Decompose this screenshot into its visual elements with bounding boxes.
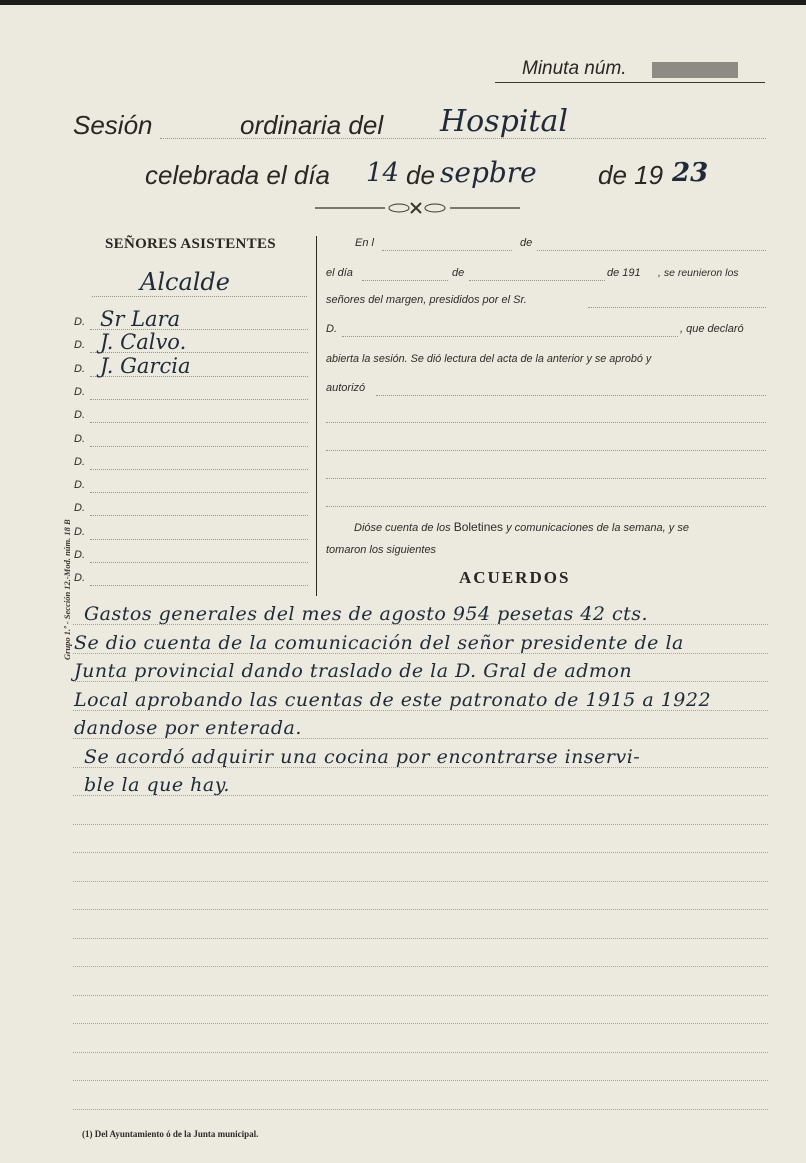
attendee-rule <box>90 539 308 540</box>
preamble-boletines: Boletines <box>453 520 504 534</box>
ruled-line <box>73 1080 768 1081</box>
attendee-first-rule <box>92 296 307 297</box>
preamble-diose-1: Dióse cuenta de los <box>354 522 451 534</box>
preamble-blank-rule-4 <box>326 506 766 507</box>
minuta-rule <box>495 82 765 83</box>
preamble-el-dia: el día <box>326 267 353 279</box>
attendee-name: Sr Lara <box>100 307 181 331</box>
attendee-alcalde: Alcalde <box>140 268 230 296</box>
ornament-divider <box>315 201 520 215</box>
attendee-prefix: D. <box>74 502 85 514</box>
preamble-en: En l <box>355 237 374 249</box>
attendee-prefix: D. <box>74 386 85 398</box>
preamble-de-a: de <box>520 237 533 249</box>
ruled-line <box>73 995 768 996</box>
attendee-prefix: D. <box>74 316 85 328</box>
preamble-declaro: , que declaró <box>680 323 744 335</box>
de-label-1: de <box>406 160 435 190</box>
preamble-blank-rule-1 <box>326 422 766 423</box>
preamble-autorizo: autorizó <box>326 382 366 394</box>
scan-top-edge <box>0 0 806 5</box>
preamble-senores: señores del margen, presididos por el Sr. <box>326 294 527 306</box>
column-divider <box>316 236 317 596</box>
preamble-d: D. <box>326 323 337 335</box>
attendees-heading: SEÑORES ASISTENTES <box>105 236 276 252</box>
acuerdo-line: Local aprobando las cuentas de este patronato de 1915 a 1922 <box>74 688 712 711</box>
preamble-tomaron: tomaron los siguientes <box>326 544 437 556</box>
footnote: (1) Del Ayuntamiento ó de la Junta municipal. <box>82 1129 259 1139</box>
preamble-autorizo-rule <box>376 395 766 396</box>
preamble-reunieron: , se reunieron los <box>658 267 739 279</box>
acuerdo-line: Junta provincial dando traslado de la D. Gral de admon <box>74 660 633 682</box>
ruled-line <box>73 1023 768 1024</box>
ruled-line <box>73 966 768 967</box>
attendee-prefix: D. <box>74 339 85 351</box>
attendee-rule <box>90 422 308 423</box>
acuerdo-line: Gastos generales del mes de agosto 954 pesetas 42 cts. <box>84 603 649 625</box>
attendee-rule <box>90 515 308 516</box>
ruled-line <box>73 852 768 853</box>
sesion-rule <box>160 138 766 139</box>
month-handwritten: sepbre <box>440 156 537 189</box>
attendee-rule <box>90 585 308 586</box>
side-print-code: Grupo 1.º - Sección 12.-Mod. núm. 18 B <box>62 519 72 660</box>
attendee-rule <box>90 399 308 400</box>
preamble-en-rule <box>382 250 512 251</box>
acuerdos-heading: ACUERDOS <box>459 568 571 587</box>
ordinaria-label: ordinaria del <box>240 110 384 140</box>
attendee-rule <box>90 492 308 493</box>
ruled-line <box>73 938 768 939</box>
ruled-line <box>73 909 768 910</box>
ruled-line <box>73 824 768 825</box>
attendee-name: J. Calvo. <box>100 330 187 354</box>
ruled-line <box>73 881 768 882</box>
preamble-de-a-rule <box>537 250 766 251</box>
attendee-prefix: D. <box>74 456 85 468</box>
preamble-senores-rule <box>588 307 766 308</box>
attendee-prefix: D. <box>74 549 85 561</box>
preamble-abierta: abierta la sesión. Se dió lectura del acta de la anterior y se aprobó y <box>326 353 652 365</box>
attendee-prefix: D. <box>74 433 85 445</box>
celebrada-label: celebrada el día <box>145 160 331 190</box>
de19-label: de 19 <box>598 160 664 190</box>
acuerdo-line: dandose por enterada. <box>74 717 302 739</box>
preamble-dia-rule <box>362 280 448 281</box>
preamble-diose-line <box>354 520 689 534</box>
preamble-d-rule <box>342 336 678 337</box>
year-handwritten: 23 <box>672 158 709 188</box>
preamble-de-191: de 191 <box>607 267 641 279</box>
minuta-number-redacted <box>652 62 738 78</box>
ruled-line <box>73 1109 768 1110</box>
attendee-rule <box>90 562 308 563</box>
preamble-blank-rule-2 <box>326 450 766 451</box>
attendee-prefix: D. <box>74 409 85 421</box>
preamble-blank-rule-3 <box>326 478 766 479</box>
sesion-label: Sesión <box>73 110 153 140</box>
attendee-prefix: D. <box>74 479 85 491</box>
body-handwritten: Hospital <box>440 104 568 139</box>
day-handwritten: 14 <box>366 158 400 188</box>
acuerdo-line: Se acordó adquirir una cocina por encontrarse inservi- <box>84 745 641 768</box>
acuerdo-line: ble la que hay. <box>84 774 230 796</box>
ruled-line <box>73 1052 768 1053</box>
attendee-rule <box>90 446 308 447</box>
attendee-prefix: D. <box>74 526 85 538</box>
attendee-prefix: D. <box>74 572 85 584</box>
attendee-prefix: D. <box>74 363 85 375</box>
preamble-de-b-rule <box>469 280 605 281</box>
preamble-diose-2: y comunicaciones de la semana, y se <box>506 522 689 534</box>
preamble-de-b: de <box>452 267 465 279</box>
attendee-name: J. Garcia <box>100 354 191 378</box>
attendee-rule <box>90 469 308 470</box>
minuta-label: Minuta núm. <box>522 58 627 79</box>
acuerdo-line: Se dio cuenta de la comunicación del señor presidente de la <box>74 631 684 654</box>
